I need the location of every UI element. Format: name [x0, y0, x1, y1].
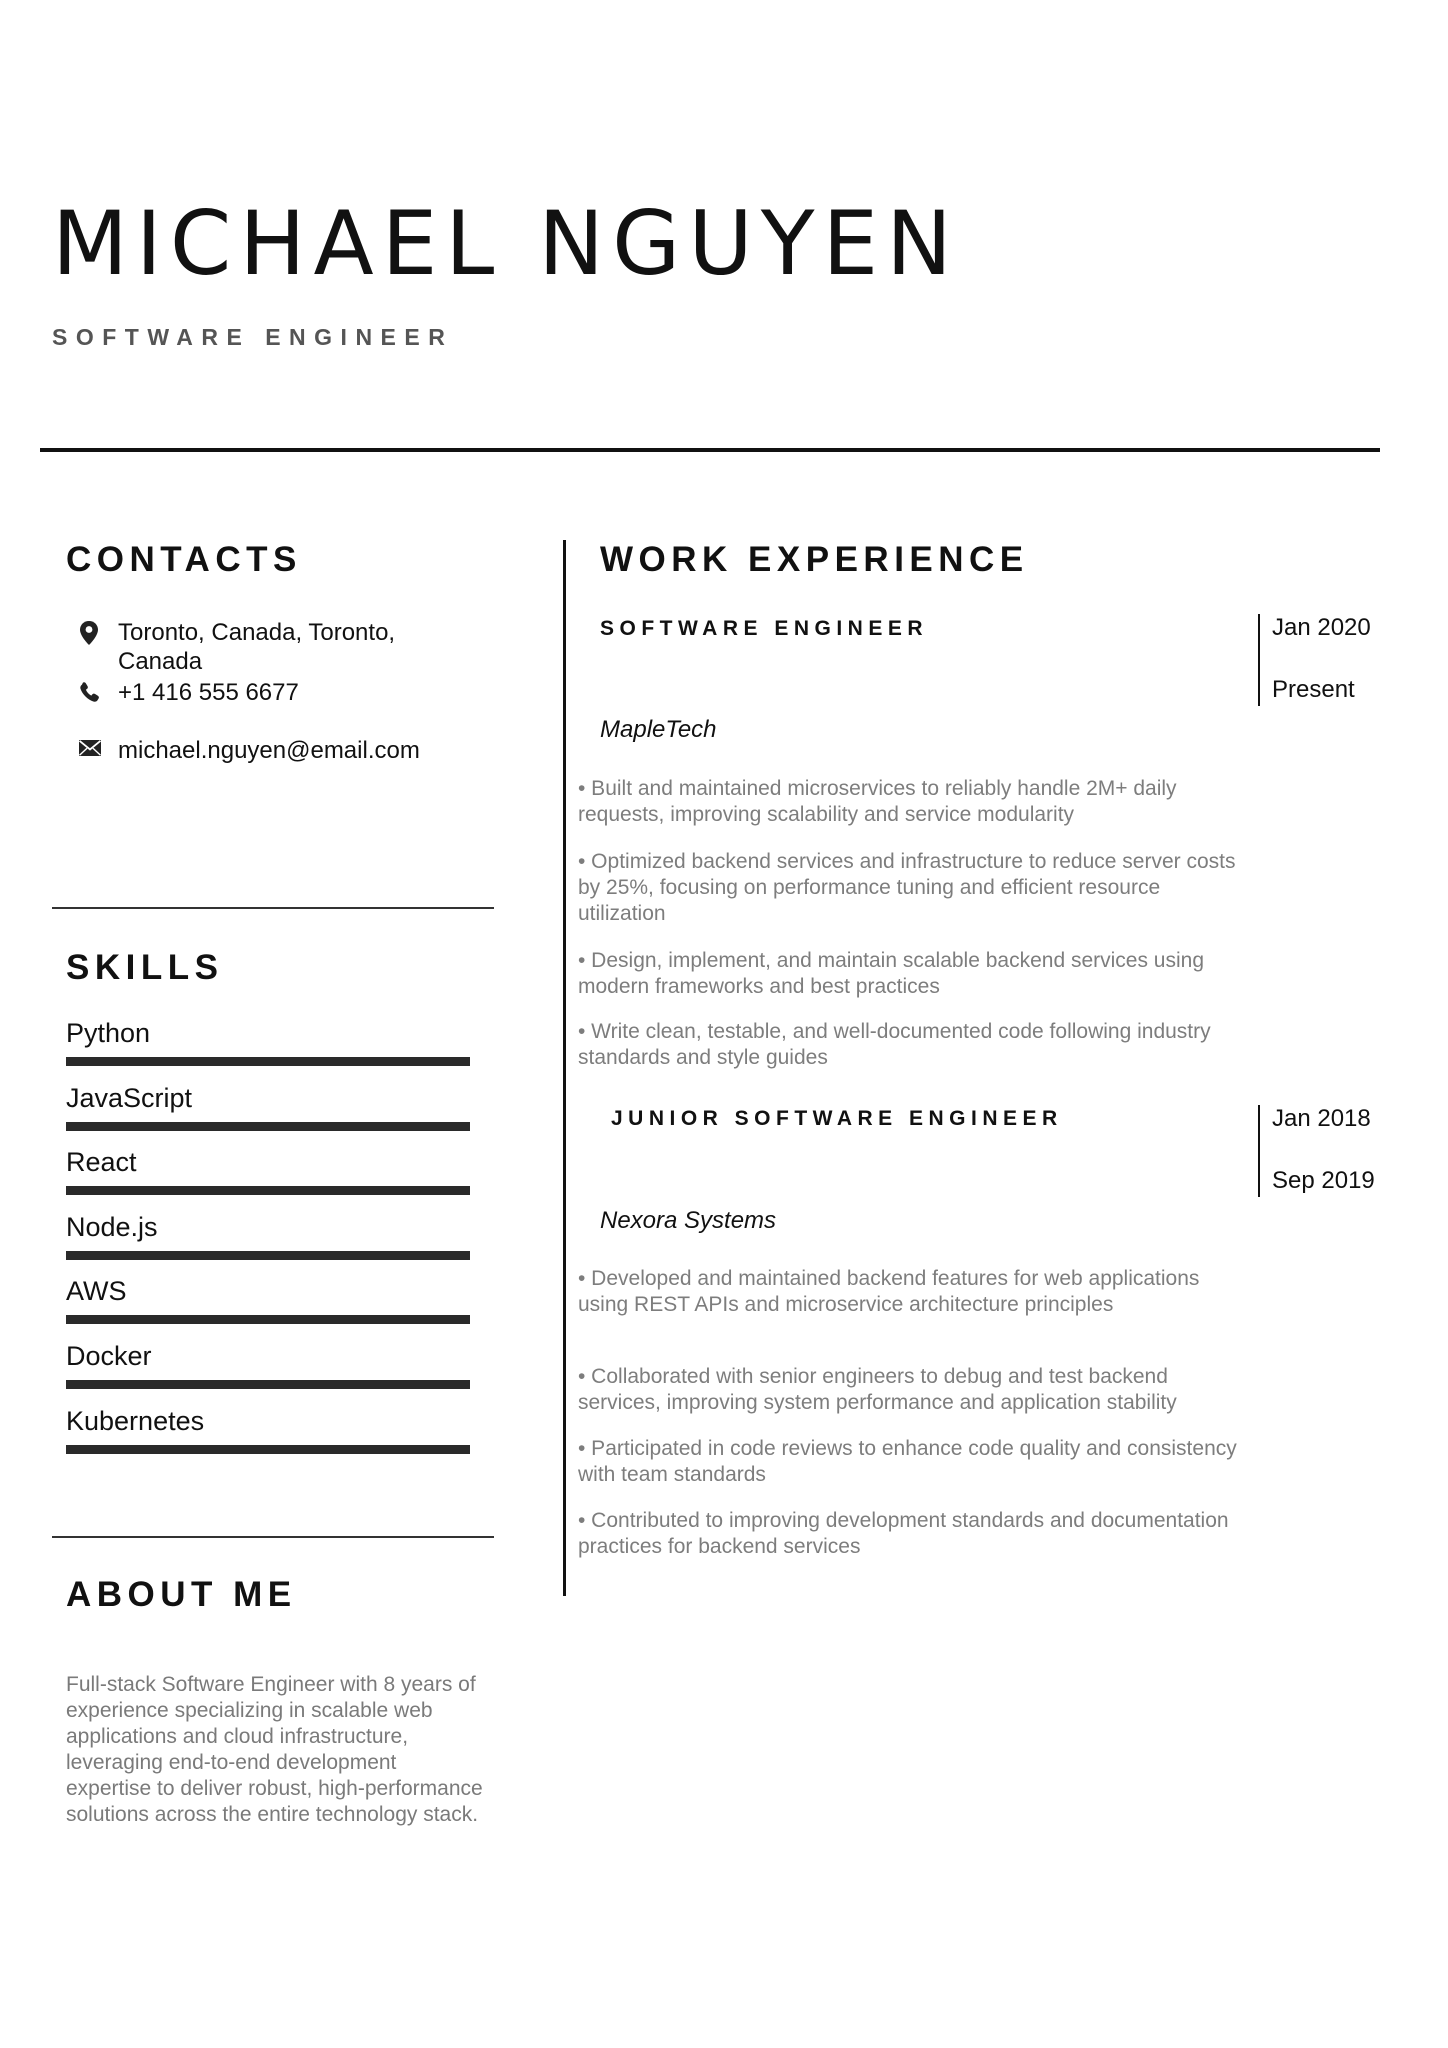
job-headline: SOFTWARE ENGINEER	[52, 324, 454, 350]
about-text: Full-stack Software Engineer with 8 years of experience specializing in scalable web applications and cloud infrastructure, leveraging end-to-end development expertise to deliver robust, high-performance solutions across the entire technology stack.	[66, 1673, 483, 1826]
contact-phone-text: +1 416 555 6677	[118, 679, 299, 706]
contacts-divider	[52, 907, 494, 909]
skill-item	[66, 1017, 470, 1049]
job-bullet: • Optimized backend services and infrastructure to reduce server costs by 25%, focusing on performance tuning and efficient resource utilization	[578, 850, 1236, 925]
about-heading: ABOUT ME	[66, 1575, 297, 1614]
skill-name: Node.js	[66, 1212, 158, 1242]
skill-name: React	[66, 1147, 137, 1177]
job-title: SOFTWARE ENGINEER	[600, 617, 929, 640]
job-bullet: • Built and maintained microservices to reliably handle 2M+ daily requests, improving scalability and service modularity	[578, 777, 1177, 826]
contacts-heading: CONTACTS	[66, 540, 302, 579]
skill-level-bar	[66, 1380, 470, 1389]
skill-level-fill	[66, 1251, 470, 1260]
skill-name: JavaScript	[66, 1083, 193, 1113]
column-divider	[563, 540, 566, 1596]
skill-name: Docker	[66, 1341, 152, 1371]
skill-item	[66, 1275, 470, 1307]
skill-item	[66, 1211, 470, 1243]
skill-name: Python	[66, 1018, 151, 1048]
job-bullet: • Developed and maintained backend features for web applications using REST APIs and microservice architecture principles	[578, 1267, 1200, 1316]
job-end-date: Sep 2019	[1272, 1167, 1375, 1194]
skill-name: AWS	[66, 1276, 127, 1306]
skill-level-bar	[66, 1251, 470, 1260]
date-divider	[1258, 1105, 1260, 1197]
skill-level-fill	[66, 1380, 470, 1389]
job-bullet: • Participated in code reviews to enhance code quality and consistency with team standards	[578, 1437, 1237, 1486]
contact-email	[78, 736, 448, 765]
date-divider	[1258, 614, 1260, 706]
skill-level-fill	[66, 1122, 470, 1131]
skill-level-bar	[66, 1057, 470, 1066]
skill-level-fill	[66, 1315, 470, 1324]
job-bullet: • Contributed to improving development standards and documentation practices for backend services	[578, 1509, 1229, 1558]
email-icon	[78, 738, 100, 762]
skills-heading: SKILLS	[66, 948, 224, 987]
skill-item	[66, 1340, 470, 1372]
job-start-date: Jan 2020	[1272, 614, 1371, 641]
header-divider	[40, 448, 1380, 452]
skill-level-bar	[66, 1122, 470, 1131]
job-title: JUNIOR SOFTWARE ENGINEER	[611, 1107, 1063, 1130]
contact-email-text[interactable]: michael.nguyen@email.com	[118, 737, 420, 764]
phone-icon	[78, 680, 100, 704]
location-pin-icon	[78, 620, 100, 644]
contact-location	[78, 618, 448, 676]
job-bullet: • Design, implement, and maintain scalable backend services using modern frameworks and best practices	[578, 949, 1205, 998]
work-experience-heading: WORK EXPERIENCE	[600, 540, 1029, 579]
contact-phone	[78, 678, 448, 707]
skill-item	[66, 1405, 470, 1437]
job-end-date: Present	[1272, 676, 1355, 703]
skill-level-fill	[66, 1186, 470, 1195]
skill-level-bar	[66, 1445, 470, 1454]
job-start-date: Jan 2018	[1272, 1105, 1371, 1132]
skill-level-bar	[66, 1315, 470, 1324]
skill-level-fill	[66, 1057, 470, 1066]
company-name: Nexora Systems	[600, 1207, 777, 1234]
skill-level-bar	[66, 1186, 470, 1195]
skill-level-fill	[66, 1445, 470, 1454]
contact-location-text: Toronto, Canada, Toronto, Canada	[118, 619, 396, 675]
job-bullet: • Collaborated with senior engineers to debug and test backend services, improving system performance and application stability	[578, 1365, 1177, 1414]
skill-name: Kubernetes	[66, 1406, 205, 1436]
company-name: MapleTech	[600, 716, 717, 743]
skills-divider	[52, 1536, 494, 1538]
skill-item	[66, 1146, 470, 1178]
job-bullet: • Write clean, testable, and well-documented code following industry standards and style guides	[578, 1020, 1211, 1069]
candidate-name: MICHAEL NGUYEN	[52, 192, 960, 295]
skill-item	[66, 1082, 470, 1114]
